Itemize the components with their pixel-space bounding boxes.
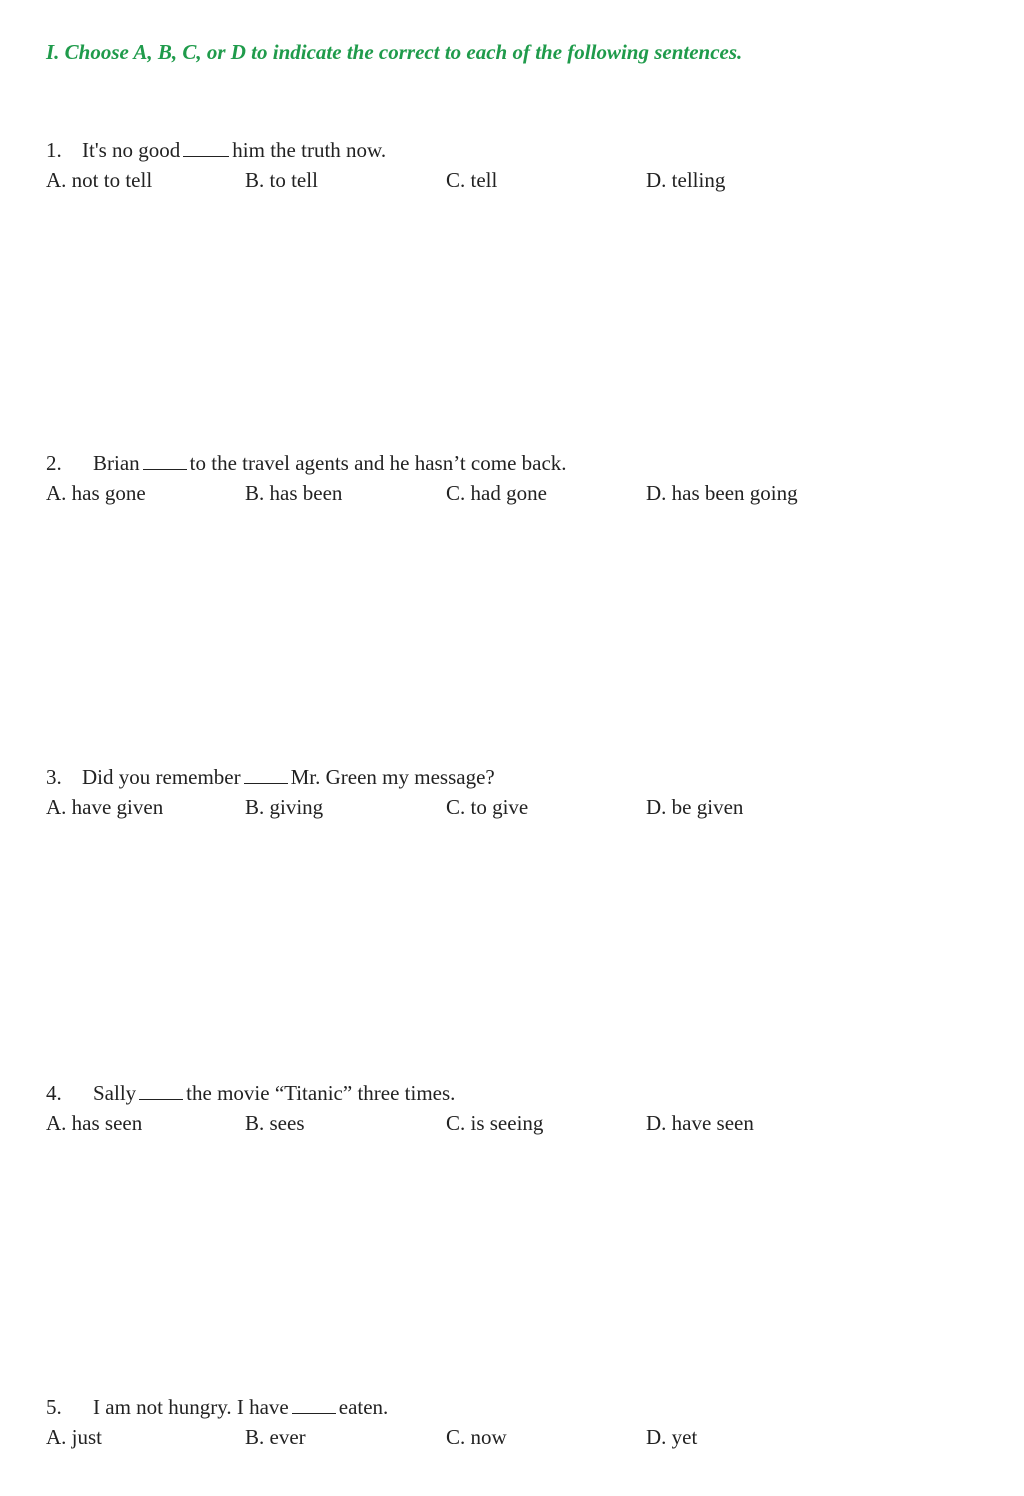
- answer-options: [46, 165, 986, 195]
- question-stem: [46, 1079, 986, 1107]
- question-5: [46, 1393, 986, 1452]
- question-text-after: eaten.: [338, 1395, 389, 1419]
- question-3: [46, 763, 986, 822]
- option-d[interactable]: D. be given: [646, 795, 744, 819]
- option-d[interactable]: D. telling: [646, 168, 726, 192]
- option-c[interactable]: C. had gone: [446, 481, 547, 505]
- answer-options: [46, 1422, 986, 1452]
- option-b[interactable]: B. to tell: [245, 168, 318, 192]
- answer-blank: [139, 1083, 183, 1100]
- option-b[interactable]: B. ever: [245, 1425, 306, 1449]
- question-number: 4.: [46, 1081, 62, 1105]
- option-b[interactable]: B. giving: [245, 795, 324, 819]
- option-a[interactable]: A. has seen: [46, 1111, 143, 1135]
- option-a[interactable]: A. not to tell: [46, 168, 153, 192]
- question-stem: [46, 449, 986, 477]
- question-text-before: I am not hungry. I have: [93, 1395, 289, 1419]
- question-text-after: to the travel agents and he hasn’t come back.: [189, 451, 567, 475]
- answer-options: [46, 478, 986, 508]
- option-c[interactable]: C. is seeing: [446, 1111, 544, 1135]
- question-text-after: the movie “Titanic” three times.: [186, 1081, 456, 1105]
- answer-options: [46, 1108, 986, 1138]
- option-a[interactable]: A. have given: [46, 795, 164, 819]
- answer-blank: [183, 140, 229, 157]
- question-1: [46, 136, 986, 195]
- question-text-after: Mr. Green my message?: [290, 765, 495, 789]
- question-number: 1.: [46, 138, 62, 162]
- question-text-before: It's no good: [82, 138, 181, 162]
- answer-blank: [244, 767, 288, 784]
- option-b[interactable]: B. sees: [245, 1111, 305, 1135]
- option-c[interactable]: C. now: [446, 1425, 507, 1449]
- option-d[interactable]: D. has been going: [646, 481, 798, 505]
- question-stem: [46, 136, 986, 164]
- option-c[interactable]: C. to give: [446, 795, 529, 819]
- question-2: [46, 449, 986, 508]
- question-4: [46, 1079, 986, 1138]
- answer-blank: [143, 453, 187, 470]
- option-a[interactable]: A. just: [46, 1425, 103, 1449]
- question-stem: [46, 763, 986, 791]
- option-d[interactable]: D. yet: [646, 1425, 698, 1449]
- question-text-after: him the truth now.: [232, 138, 387, 162]
- option-d[interactable]: D. have seen: [646, 1111, 754, 1135]
- question-number: 5.: [46, 1395, 62, 1419]
- option-c[interactable]: C. tell: [446, 168, 498, 192]
- option-b[interactable]: B. has been: [245, 481, 343, 505]
- option-a[interactable]: A. has gone: [46, 481, 146, 505]
- answer-blank: [292, 1397, 336, 1414]
- answer-options: [46, 792, 986, 822]
- question-number: 3.: [46, 765, 62, 789]
- question-stem: [46, 1393, 986, 1421]
- question-text-before: Brian: [93, 451, 140, 475]
- question-number: 2.: [46, 451, 62, 475]
- exercise-heading: I. Choose A, B, C, or D to indicate the correct to each of the following sentences.: [46, 40, 743, 64]
- question-text-before: Sally: [93, 1081, 137, 1105]
- question-text-before: Did you remember: [82, 765, 241, 789]
